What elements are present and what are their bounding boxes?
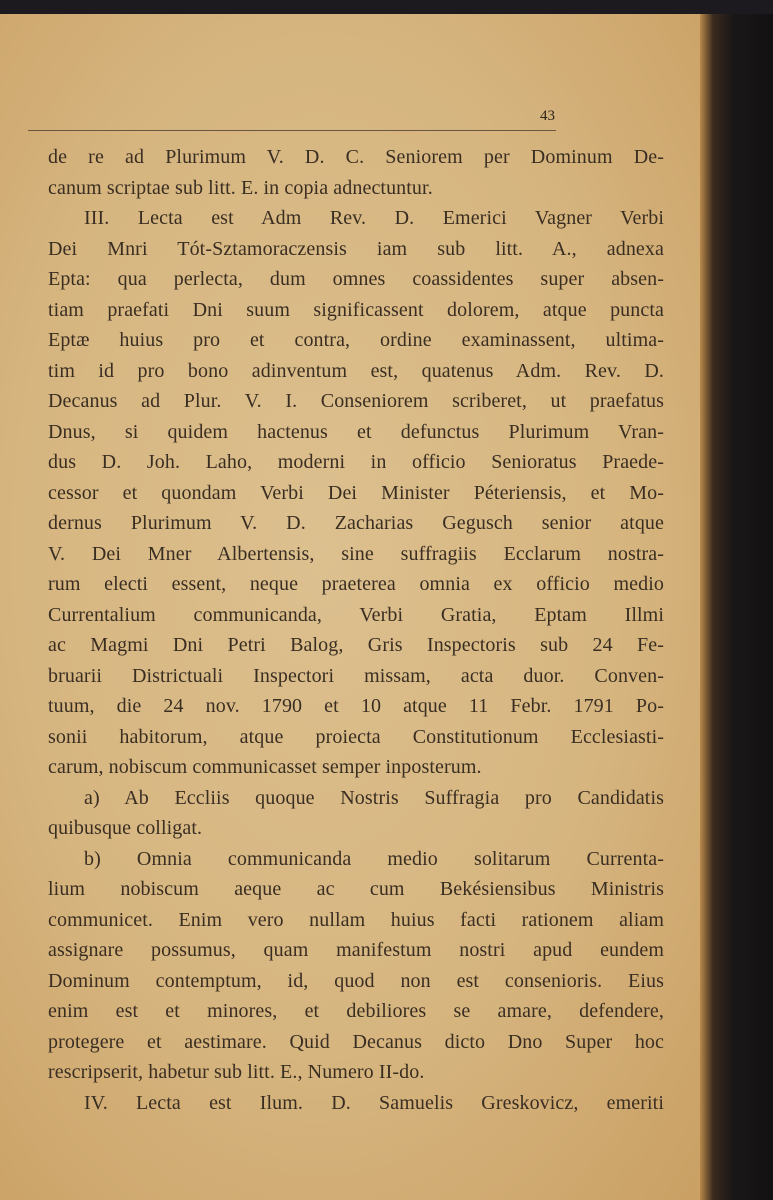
page-body-text: [48, 142, 664, 1118]
text-line: carum, nobiscum communicasset semper inposterum.: [48, 756, 482, 778]
text-line: Dominum contemptum, id, quod non est consenioris. Eius: [48, 969, 664, 992]
text-line: canum scriptae sub litt. E. in copia adnectuntur.: [48, 176, 433, 199]
text-line: rescripserit, habetur sub litt. E., Numero II-do.: [48, 1061, 425, 1083]
text-line: rum electi essent, neque praeterea omnia ex officio medio: [48, 573, 664, 595]
text-line: ac Magmi Dni Petri Balog, Gris Inspectoris sub 24 Fe-: [48, 634, 664, 656]
text-line: III. Lecta est Adm Rev. D. Emerici Vagner Verbi: [84, 207, 664, 229]
text-line: quibusque colligat.: [48, 817, 203, 839]
text-line: bruarii Districtuali Inspectori missam, acta duor. Conven-: [48, 664, 664, 687]
text-line: tim id pro bono adinventum est, quatenus Adm. Rev. D.: [48, 359, 664, 382]
text-line: sonii habitorum, atque proiecta Constitutionum Ecclesiasti-: [48, 725, 664, 748]
page-number: 43: [540, 108, 555, 124]
text-line: lium nobiscum aeque ac cum Bekésiensibus Ministris: [48, 878, 664, 900]
text-line: dernus Plurimum V. D. Zacharias Gegusch senior atque: [48, 512, 664, 534]
text-line: de re ad Plurimum V. D. C. Seniorem per Dominum De-: [48, 146, 664, 168]
text-line: tuum, die 24 nov. 1790 et 10 atque 11 Febr. 1791 Po-: [48, 695, 664, 717]
text-line: Dnus, si quidem hactenus et defunctus Plurimum Vran-: [48, 420, 664, 443]
text-line: Dei Mnri Tót-Sztamoraczensis iam sub litt. A., adnexa: [48, 237, 664, 260]
text-line: V. Dei Mner Albertensis, sine suffragiis Ecclarum nostra-: [48, 542, 664, 565]
text-line: assignare possumus, quam manifestum nostri apud eundem: [48, 939, 664, 961]
text-line: Eptæ huius pro et contra, ordine examinassent, ultima-: [48, 329, 664, 351]
text-line: Currentalium communicanda, Verbi Gratia, Eptam Illmi: [48, 603, 664, 626]
page-edge-shadow: [700, 14, 773, 1200]
text-line: enim est et minores, et debiliores se amare, defendere,: [48, 1000, 664, 1022]
text-line: tiam praefati Dni suum significassent dolorem, atque puncta: [48, 298, 664, 321]
text-line: cessor et quondam Verbi Dei Minister Péteriensis, et Mo-: [48, 481, 664, 504]
text-line: communicet. Enim vero nullam huius facti rationem aliam: [48, 908, 664, 931]
text-line: b) Omnia communicanda medio solitarum Currenta-: [84, 847, 664, 870]
text-line: protegere et aestimare. Quid Decanus dicto Dno Super hoc: [48, 1030, 664, 1053]
header-rule: [28, 130, 556, 131]
text-line: Epta: qua perlecta, dum omnes coassidentes super absen-: [48, 268, 664, 290]
text-line: a) Ab Eccliis quoque Nostris Suffragia pro Candidatis: [84, 786, 664, 809]
text-line: IV. Lecta est Ilum. D. Samuelis Greskovicz, emeriti: [84, 1091, 664, 1114]
text-line: Decanus ad Plur. V. I. Conseniorem scriberet, ut praefatus: [48, 390, 664, 412]
text-line: dus D. Joh. Laho, moderni in officio Senioratus Praede-: [48, 451, 664, 473]
